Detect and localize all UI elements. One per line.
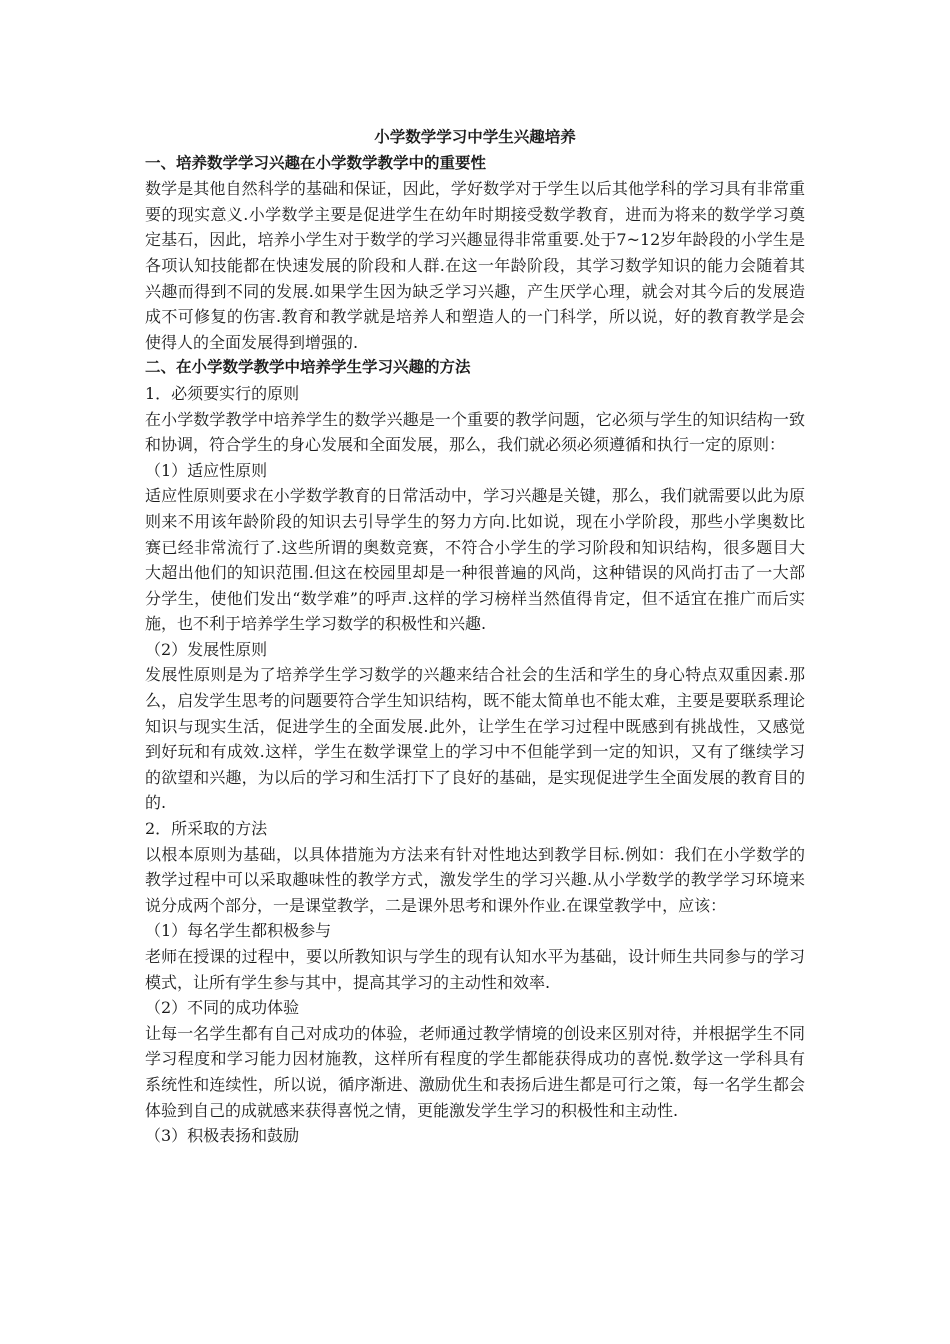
method-1-heading: （1）每名学生都积极参与 bbox=[145, 921, 332, 941]
principle-2-text: 发展性原则是为了培养学生学习数学的兴趣来结合社会的生活和学生的身心特点双重因素.那么，启发学生思考的问题要符合学生知识结构，既不能太简单也不能太难，主要是要联系理论知识与现实生活，促进学生的全面发展.此外，让学生在学习过程中既感到有挑战性，又感觉到好玩和有成效.这样，学生在数学课堂上的学习中不但能学到一定的知识，又有了继续学习的欲望和兴趣，为以后的学习和生活打下了良好的基础，是实现促进学生全面发展的教育目的的. bbox=[145, 665, 805, 813]
method-3-heading: （3）积极表扬和鼓励 bbox=[145, 1126, 300, 1146]
principle-1-heading: （1）适应性原则 bbox=[145, 460, 268, 480]
part-1-heading: 1．必须要实行的原则 bbox=[145, 383, 300, 403]
principle-2-heading: （2）发展性原则 bbox=[145, 639, 268, 659]
method-2-text: 让每一名学生都有自己对成功的体验，老师通过教学情境的创设来区别对待，并根据学生不同学习程度和学习能力因材施教，这样所有程度的学生都能获得成功的喜悦.数学这一学科具有系统性和连续性，所以说，循序渐进、激励优生和表扬后进生都是可行之策，每一名学生都会体验到自己的成就感来获得喜悦之情，更能激发学生学习的积极性和主动性. bbox=[145, 1023, 805, 1120]
principle-1-text: 适应性原则要求在小学数学教育的日常活动中，学习兴趣是关键，那么，我们就需要以此为原则来不用该年龄阶段的知识去引导学生的努力方向.比如说，现在小学阶段，那些小学奥数比赛已经非常流行了.这些所谓的奥数竞赛，不符合小学生的学习阶段和知识结构，很多题目大大超出他们的知识范围.但这在校园里却是一种很普遍的风尚，这种错误的风尚打击了一大部分学生，使他们发出“数学难”的呼声.这样的学习榜样当然值得肯定，但不适宜在推广而后实施，也不利于培养学生学习数学的积极性和兴趣. bbox=[145, 486, 805, 634]
document-body bbox=[145, 125, 805, 1149]
method-1-text: 老师在授课的过程中，要以所教知识与学生的现有认知水平为基础，设计师生共同参与的学习模式，让所有学生参与其中，提高其学习的主动性和效率. bbox=[145, 947, 805, 992]
part-2-heading: 2．所采取的方法 bbox=[145, 819, 268, 839]
section-1-paragraph: 数学是其他自然科学的基础和保证，因此，学好数学对于学生以后其他学科的学习具有非常重要的现实意义.小学数学主要是促进学生在幼年时期接受数学教育，进而为将来的数学学习奠定基石，因此，培养小学生对于数学的学习兴趣显得非常重要.处于7~12岁年龄段的小学生是各项认知技能都在快速发展的阶段和人群.在这一年龄阶段，其学习数学知识的能力会随着其兴趣而得到不同的发展.如果学生因为缺乏学习兴趣，产生厌学心理，就会对其今后的发展造成不可修复的伤害.教育和教学就是培养人和塑造人的一门科学，所以说，好的教育教学是会使得人的全面发展得到增强的. bbox=[145, 179, 805, 352]
part-1-intro: 在小学数学教学中培养学生的数学兴趣是一个重要的教学问题，它必须与学生的知识结构一致和协调，符合学生的身心发展和全面发展，那么，我们就必须必须遵循和执行一定的原则： bbox=[145, 409, 805, 455]
method-2-heading: （2）不同的成功体验 bbox=[145, 998, 300, 1018]
part-2-intro: 以根本原则为基础，以具体措施为方法来有针对性地达到教学目标.例如：我们在小学数学的教学过程中可以采取趣味性的教学方式，激发学生的学习兴趣.从小学数学的教学学习环境来说分成两个部分，一是课堂教学，二是课外思考和课外作业.在课堂教学中，应该： bbox=[145, 844, 805, 915]
section-2-heading: 二、在小学数学教学中培养学生学习兴趣的方法 bbox=[145, 358, 471, 377]
document-title: 小学数学学习中学生兴趣培养 bbox=[374, 128, 576, 146]
section-1-heading: 一、培养数学学习兴趣在小学数学教学中的重要性 bbox=[145, 153, 487, 172]
